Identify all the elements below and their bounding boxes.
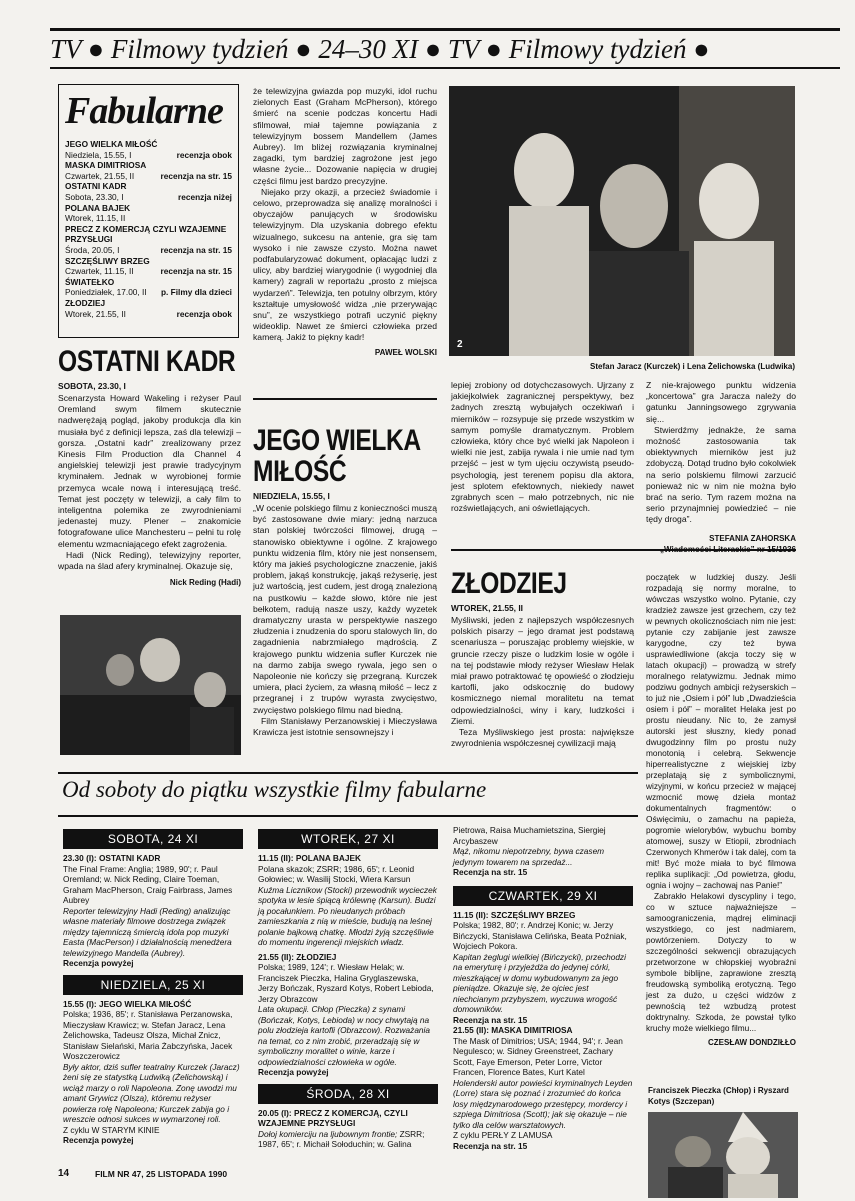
entry-credits-text: ZSRR; 1987, 65'; r. Michaił Sołoduchin; w. Galina (258, 1128, 425, 1149)
jego-continuation (451, 380, 634, 514)
entry-credits (258, 1129, 438, 1150)
entry-ref: Recenzja na str. 15 (453, 1140, 528, 1151)
day-header-czwartek: CZWARTEK, 29 XI (453, 886, 633, 906)
schedule-col1 (63, 829, 243, 1146)
day-header-sobota: SOBOTA, 24 XI (63, 829, 243, 849)
schedule-entry (258, 952, 438, 1078)
zlodziej-date: WTOREK, 21.55, II (451, 603, 523, 613)
ostatni-kadr-paragraph: Scenarzysta Howard Wakeling i reżyser Paul Oremland swym filmem skutecznie nadwerężają pogląd, jakoby produkcja dla kin musiała być z definicji lepsza, zaś dla telewizji – gorsza. „Ostatni kadr” zrealizowany przez Kinesis Film Production dla Channel 4 angielskiej telewizji jest prawie tradycyjnym kryminałem. Jednak w wyrobionej formie przemyca wcale nową i interesującą treść. Temat jest poczęty w telewizji, a cały film to inteligentna polemika ze zwyrodnieniami jedenastej muzy. Plener – znakomicie fotografowane ulice Manchesteru – pełni tu rolę elementu wzmacniającego efekt zagrożenia. (58, 393, 241, 549)
entry-heading: 21.55 (II): ZŁODZIEJ (258, 951, 337, 962)
fabularne-item-ref: recenzja obok (176, 149, 232, 160)
entry-synopsis: Reporter telewizyjny Hadi (Reding) analizując własne materiały filmowe dostrzega związek między tajemniczą śmiercią idola pop muzyki Easta (MacPerson) i działalnością menedżera telewizyjnego Mandella (Aubrey). (63, 905, 232, 958)
fabularne-box (58, 84, 239, 338)
entry-ref: Recenzja powyżej (63, 1135, 134, 1145)
day-header-niedziela: NIEDZIELA, 25 XI (63, 975, 243, 995)
schedule-banner: Od soboty do piątku wszystkie filmy fabularne (62, 777, 487, 802)
entry-credits: Polana skazok; ZSRR; 1986, 65'; r. Leonid Gołowiec; w. Wasilij Stocki, Wiera Karsun (258, 863, 415, 884)
issue-info: FILM NR 47, 25 LISTOPADA 1990 (95, 1169, 228, 1179)
zlodziej-paragraph: Myśliwski, jeden z najlepszych współczesnych polskich pisarzy – jego dramat jest podstawą scenariusza – poruszając problemy wiejskie, w gruncie rzeczy pisze o ludzkim losie w ogóle i na tej podstawie młody reżyser Wiesław Helak miał prawo potraktować tę opowieść o złodzieju kartofli, jako odskocznię do budowy kosmicznego niemal moralitetu na temat odpowiedzialności, winy i kary, ludzkości i Ziemi. (451, 615, 634, 726)
zlodziej-article (451, 568, 634, 749)
divider (451, 549, 796, 551)
day-header-sroda: ŚRODA, 28 XI (258, 1084, 438, 1104)
fabularne-item (65, 298, 232, 319)
entry-synopsis: Lata okupacji. Chłop (Pieczka) z synami (Bończak, Kotys, Lebioda) w nocy chwytają na polu złodzieja kartofli (Obrazcow). Rozważania na temat, co z nim zrobić, przeradzają się w symboliczny moralitet o winie, karze i odpowiedzialności człowieka w ogóle. (258, 1004, 431, 1067)
entry-ref: Recenzja na str. 15 (453, 867, 528, 877)
ostatni-kadr-paragraph: że telewizyjna gwiazda pop muzyki, idol ruchu zielonych East (Graham McPherson), którego śmierć na scenie podczas koncertu Hadi sfilmował, miał tajemne powiązania z telewizyjnym bossem Mandellem (James Aubrey). Im bliżej rozwiązania kryminalnej zagadki, tym bardziej zagrożone jest jego własne życie... Dozowanie napięcia w drugiej części filmu jest bardzo precyzyjne. (253, 86, 437, 186)
page-number: 14 (58, 1168, 70, 1179)
fabularne-item (65, 181, 232, 202)
fabularne-item-ref: recenzja na str. 15 (160, 266, 232, 277)
entry-credits: Pietrowa, Raisa Muchamietszina, Siergiej Arcybaszew (453, 825, 606, 846)
schedule-entry (63, 999, 243, 1146)
banner-rule-top (58, 772, 638, 774)
jego-continuation-2 (646, 380, 796, 554)
entry-heading: 11.15 (II): SZCZĘŚLIWY BRZEG (453, 909, 576, 920)
schedule-entry (258, 1108, 438, 1150)
schedule-col3 (453, 825, 633, 1151)
fabularne-item (65, 256, 232, 277)
zlodziej-continuation (646, 572, 796, 1047)
fabularne-item-title: OSTATNI KADR (65, 181, 127, 192)
schedule-entry (453, 910, 633, 1026)
photo-caption-jaracz: Stefan Jaracz (Kurczek) i Lena Żelichowska (Ludwika) (590, 362, 795, 371)
signature-dondzillo: CZESŁAW DONDZIŁŁO (708, 1038, 796, 1047)
fabularne-item-row (65, 266, 232, 277)
entry-credits: The Mask of Dimitrios; USA; 1944, 94'; r. Jean Negulesco; w. Sidney Greenstreet, Zachary Scott, Faye Emerson, Peter Lorre, Victor Francen, Florence Bates, Kurt Katel (453, 1035, 623, 1077)
entry-heading: 11.15 (II): POLANA BAJEK (258, 853, 361, 863)
ostatni-kadr-paragraph: Niejako przy okazji, a przecież świadomie i celowo, przeprowadza się analizę moralności i obyczajów panujących w środowisku telewizyjnym. Dla uzyskania dobrego efektu wizualnego, sukcesu na antenie, gra się tam wysoko i nie zawsze czysto. Można nawet podfabularyzować dokument, opłacając ludzi z ulicy, aby bardziej wiarygodnie (i wygodniej dla kamery) zagrali w reportażu „prosto z miejsca wydarzeń”. Telewizja, ten potulny olbrzym, który kształtuje umysłowość widza „nie przerywając snu”, ze wszystkiego potrafi uczynić piękny wideoklip. Nawet ze śmierci człowieka przed kamerą. Jakiż to piękny kadr! (253, 186, 437, 343)
entry-series: Z cyklu PERŁY Z LAMUSA (453, 1130, 553, 1140)
fabularne-item (65, 160, 232, 181)
fabularne-item-row (65, 171, 232, 182)
fabularne-item-when: Czwartek, 21.55, II (65, 170, 135, 181)
fabularne-item (65, 224, 232, 256)
entry-synopsis: Kuźma Licznikow (Stocki) przewodnik wycieczek spotyka w lesie śpiącą królewnę (Karsun). Budzi ją pocałunkiem. Po nieudanych próbach zamieszkania z nią w mieście, budują na leśnej polanie bajkową chatkę. Młodzi żyją szczęśliwie do momentu ingerencji miejskich władz. (258, 884, 437, 947)
photo-caption-reding: Nick Reding (Hadi) (169, 578, 241, 588)
photo-reding-image (60, 615, 241, 755)
fabularne-item-title: SZCZĘŚLIWY BRZEG (65, 255, 150, 266)
ostatni-kadr-article (58, 346, 241, 587)
entry-synopsis: Były aktor, dziś sufler teatralny Kurczek (Jaracz) żeni się ze statystką Ludwiką (Żelichowską) i wciąż marzy o roli Napoleona. Zonę uwodzi mu amant Grywicz (Olsza), któremu reżyser powierza rolę Napoleona; Kurczek zabija go i wreszcie odnosi sukces w wymarzonej roli. (63, 1061, 240, 1124)
entry-synopsis: Kapitan żeglugi wielkiej (Bińczycki), przechodzi na emeryturę i przyjeżdża do jedynej córki, mieszkającej w domu wybudowanym za jego pieniądze. Okazuje się, że ojciec jest niechcianym przybyszem, wyczuwa wrogość domowników. (453, 951, 626, 1014)
schedule-col2 (258, 829, 438, 1150)
fabularne-item-title: PRECZ Z KOMERCJĄ CZYLI WZAJEMNE PRZYSŁUGI (65, 223, 227, 245)
fabularne-item-when: Środa, 20.05, I (65, 244, 120, 255)
fabularne-item-when: Poniedziałek, 17.00, II (65, 287, 147, 298)
schedule-entry (453, 1025, 633, 1151)
col2-continuation (253, 86, 437, 357)
photo-jaracz-image (449, 86, 795, 356)
entry-heading: 23.30 (I): OSTATNI KADR (63, 853, 161, 863)
divider (253, 398, 437, 400)
fabularne-item-title: POLANA BAJEK (65, 202, 131, 213)
photo-pieczka-image (648, 1112, 798, 1198)
entry-heading: 20.05 (I): PRECZ Z KOMERCJĄ, CZYLI WZAJEMNE PRZYSŁUGI (258, 1107, 408, 1128)
ostatni-kadr-paragraph: Hadi (Nick Reding), telewizyjny reporter, wpada na ślad afery kryminalnej. Okazuje się, (58, 549, 241, 572)
fabularne-item-ref: p. Filmy dla dzieci (160, 287, 232, 298)
day-header-wtorek: WTOREK, 27 XI (258, 829, 438, 849)
fabularne-item-row (65, 245, 232, 256)
schedule-entry (258, 853, 438, 948)
fabularne-item-ref: recenzja na str. 15 (160, 170, 232, 181)
entry-credits: Polska; 1989, 124'; r. Wiesław Helak; w. Franciszek Pieczka, Halina Gryglaszewska, Jerzy Bończak, Ryszard Kotys, Robert Lebioda, Jerzy Obrazcow (258, 962, 434, 1004)
entry-ref: Recenzja na str. 15 (453, 1014, 528, 1025)
banner-rule-bottom (58, 815, 638, 817)
entry-series: Z cyklu W STARYM KINIE (63, 1124, 160, 1135)
jego-date: NIEDZIELA, 15.55, I (253, 491, 330, 501)
fabularne-item-row (65, 287, 232, 298)
fabularne-item-row (65, 192, 232, 203)
fabularne-item-row (65, 150, 232, 161)
ostatni-kadr-title: OSTATNI KADR (58, 345, 236, 378)
entry-credits: Polska; 1982, 80'; r. Andrzej Konic; w. Jerzy Bińczycki, Stanisława Celińska, Beata Poźniak, Wojciech Pokora. (453, 920, 627, 951)
fabularne-item-ref: recenzja na str. 15 (160, 244, 232, 255)
photo-pieczka-kotys (648, 1112, 798, 1198)
fabularne-item-when: Sobota, 23.30, I (65, 191, 124, 202)
photo-number: 2 (457, 339, 463, 350)
jego-paragraph: Film Stanisławy Perzanowskiej i Mieczysława Krawicza jest istotnie sensownejszy i (253, 715, 437, 738)
fabularne-item (65, 203, 232, 224)
schedule-entry (63, 853, 243, 969)
fabularne-item-title: JEGO WIELKA MIŁOŚĆ (65, 139, 158, 149)
fabularne-item (65, 277, 232, 298)
signature-wolski: PAWEŁ WOLSKI (374, 347, 437, 357)
entry-original-title: Dołoj komierciju na ljubownym frontie; (258, 1128, 398, 1139)
fabularne-item (65, 139, 232, 160)
fabularne-item-ref: recenzja obok (176, 308, 232, 319)
entry-synopsis: Mąż, nikomu niepotrzebny, bywa czasem jedynym towarem na sprzedaż... (453, 846, 605, 867)
signature-zahorska: STEFANIA ZAHORSKA (709, 533, 796, 543)
entry-heading: 21.55 (II): MASKA DIMITRIOSA (453, 1025, 573, 1035)
jego-paragraph: Stwierdźmy jednakże, że sama możność zastosowania tak obiektywnych mierników jest już zdobyczą. Dotąd trudno było cokolwiek na serio polskiemu filmowi zarzucić ponieważ nic w nim nie można było brać na serio. Tym razem można na serio przynajmniej powiedzieć – nie tędy droga”. (646, 424, 796, 525)
jego-title-line1: JEGO WIELKA (253, 424, 421, 457)
jego-title-line2: MIŁOŚĆ (253, 455, 347, 488)
jego-paragraph: lepiej zrobiony od dotychczasowych. Ujrzany z jakiejkolwiek zagranicznej perspektywy, bez żadnych zresztą wybujałych oczekiwań i mierników – rozsypuje się przede wszystkim w samym pomyśle dramatycznym. Problem człowieka, który chce być wielki jak Napoleon i wielki nie jest, zabija rywala i nie umie nad tym przejść – jest w tym ujęciu oczywistą pseudo-psychologią, jest terenem popisu dla aktora, jest splotem efektownych, niekiedy nawet zgrabnych scen – mało potrzebnych, nic nie rozświetlających, ani oświetlających. (451, 380, 634, 514)
fabularne-item-title: MASKA DIMITRIOSA (65, 160, 147, 171)
photo-caption-pieczka: Franciszek Pieczka (Chłop) i Ryszard Kotys (Szczepan) (648, 1086, 789, 1106)
schedule-entry (453, 825, 633, 878)
jego-paragraph: „W ocenie polskiego filmu z konieczności muszą być zastosowane dwie miary: jedną narzuca stan polskiej twórczości filmowej, drugą – stanowisko obiektywne i ogólne. Z krajowego punktu widzenia film, który nie jest nonsensem, który ma jakieś psychologiczne znaczenie, jakiś problem, jakąś konstrukcję, jakąś reżyserię, jest już wartością, jest cudem, jest drogą znalezioną na pustkowiu – każde słowo, które nie jest bełkotem, radują nasze uszy, każdy wyzetek dramatyczny urasta w perspektywie naszego złudzenia i znudzenia do sporu stalowych lin, do zagadnienia nabrzmiałego mądrością. Z krajowego punktu widzenia sufler Kurczek nie na darmo zabija swego rywala, jego sen o Napoleonie nie kończy się przegraną. Kurczek umiera, płaci życiem, za własną miłość – lecz z przegranej i z trupów wyrasta zwycięstwo, zwycięstwo polskiego filmu nad biedną. (253, 503, 437, 715)
photo-jaracz-zelichowska (449, 86, 795, 356)
entry-synopsis: Holenderski autor powieści kryminalnych Leyden (Lorre) stara się poznać i zrozumieć do końca losy międzynarodowego przestępcy, mordercy i szpiega Dimitriosa (Scott); jak się okazuje – nie tylko dla celów warsztatowych. (453, 1077, 633, 1130)
fabularne-list (65, 139, 232, 319)
zlodziej-paragraph: Zabrakło Helakowi dyscypliny i tego, co w sztuce najważniejsze – samoograniczenia, mądrej eliminacji wszystkiego, co jest nadmiarem, powtórzeniem. Dotyczy to w szczególności sekwencji obrazujących przetworzone w chłopskiej wyobraźni symbole biblijne, zaprawione zresztą freudowską symboliką erotyczną. Tego jest za dużo, u części widzów z pewnością też wzbudzą protest doktrynalny. Szkoda, że powstał tylko kruchy może wielkiego filmu... (646, 891, 796, 1033)
fabularne-item-title: ŚWIATEŁKO (65, 276, 115, 287)
entry-ref: Recenzja powyżej (63, 958, 134, 968)
fabularne-item-title: ZŁODZIEJ (65, 297, 106, 308)
fabularne-item-when: Niedziela, 15.55, I (65, 149, 132, 160)
ostatni-kadr-date: SOBOTA, 23.30, I (58, 381, 126, 391)
page-header: TV ● Filmowy tydzień ● 24–30 XI ● TV ● Filmowy tydzień ● (50, 28, 840, 69)
entry-heading: 15.55 (I): JEGO WIELKA MIŁOŚĆ (63, 998, 192, 1009)
fabularne-item-when: Wtorek, 11.15, II (65, 213, 126, 224)
entry-credits: Polska; 1936, 85'; r. Stanisława Perzanowska, Mieczysław Krawicz; w. Stefan Jaracz, Lena Żelichowska, Tadeusz Olsza, Michał Znicz, Stanisław Sielański, Maria Żabczyńska, Jacek Woszczerowicz (63, 1009, 233, 1061)
fabularne-item-when: Wtorek, 21.55, II (65, 308, 126, 319)
entry-credits: The Final Frame: Anglia; 1989, 90'; r. Paul Oremland; w. Nick Reding, Claire Toeman, Graham MacPherson, Craig Fairbrass, James Aubrey (63, 863, 233, 905)
photo-nick-reding (60, 615, 241, 755)
fabularne-item-ref: recenzja niżej (178, 191, 232, 202)
fabularne-item-row (65, 213, 232, 224)
zlodziej-title: ZŁODZIEJ (451, 567, 567, 600)
entry-ref: Recenzja powyżej (258, 1067, 329, 1077)
fabularne-item-row (65, 309, 232, 320)
jego-wielka-milosc-article (253, 426, 437, 738)
fabularne-title: Fabularne (65, 90, 223, 132)
zlodziej-paragraph: Teza Myśliwskiego jest prosta: największe zwyrodnienia współczesnej cywilizacji mają (451, 727, 634, 749)
fabularne-item-when: Czwartek, 11.15, II (65, 266, 134, 277)
jego-paragraph: Z nie-krajowego punktu widzenia „koncertowa” gra Jaracza należy do gatunku Janningsowego zgrywania się... (646, 380, 796, 424)
zlodziej-paragraph: początek w ludzkiej duszy. Jeśli rozpadają się normy moralne, to wówczas wszystko wolno. Pytanie, czy kradzież zawsze jest grzechem, czy też w pewnych okolicznościach nim nie jest: pytanie czy zabijanie jest zawsze karygodne, czy też bywa usprawiedliwione (akcja toczy się w latach okupacji) – prowadzą w strefy moralnego relatywizmu. Jednak mimo podziwu godnych ambicji reżyserskich – to już nie „Osiem i pół” lub „Dwadzieścia osiem i pół” – moralitet Helaka jest po prostu nieudany. Nic to, że zamysł autorski jest słuszny, kiedy ponad dwugodzinny film po prostu nuży monotonią i celebrą. Sekwencje hiperrealistyczne z wiejskiej izby przeplatają się z symbolicznymi, wizyjnymi, w końcu przecież w mającej wzmocnić mowę dzieła montaż dokumentalnych fragmentów: o Oświęcimiu, o zamachu na papieża, pogromie wielorybów, wybuchu bomby atomowej, suszy w Etiopii, zbrodniach Czerwonych Khmerów i tak dalej, com ta mit! Być może miała to być filmowa replika suplikacji: „Od powietrza, głodu, ognia i wojny – zachowaj nas Panie!” (646, 572, 796, 890)
